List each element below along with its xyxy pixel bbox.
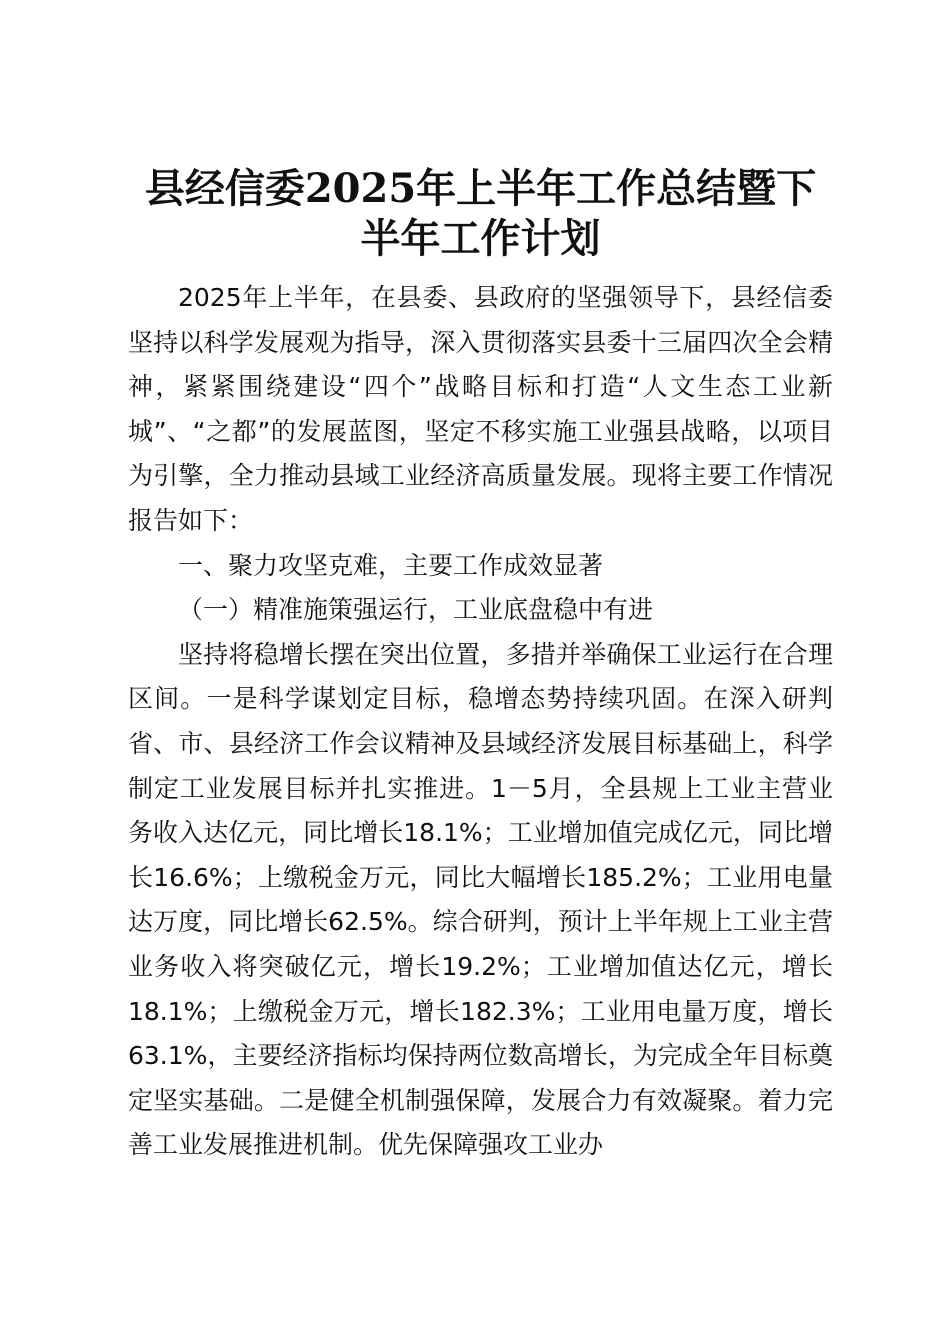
- document-body: [128, 276, 833, 1168]
- document-title: [128, 164, 833, 264]
- subsection-heading-1: （一）精准施策强运行，工业底盘稳中有进: [178, 595, 654, 625]
- body-paragraph-1: 坚持将稳增长摆在突出位置，多措并举确保工业运行在合理区间。一是科学谋划定目标，稳增态势持续巩固。在深入研判省、市、县经济工作会议精神及县域经济发展目标基础上，科学制定工业发展目标并扎实推进。1－5月，全县规上工业主营业务收入达亿元，同比增长18.1%；工业增加值完成亿元，同比增长16.6%；上缴税金万元，同比大幅增长185.2%；工业用电量达万度，同比增长62.5%。综合研判，预计上半年规上工业主营业务收入将突破亿元，增长19.2%；工业增加值达亿元，增长18.1%；上缴税金万元，增长182.3%；工业用电量万度，增长63.1%，主要经济指标均保持两位数高增长，为完成全年目标奠定坚实基础。二是健全机制强保障，发展合力有效凝聚。着力完善工业发展推进机制。优先保障强攻工业办: [128, 639, 833, 1160]
- document-page: [128, 164, 833, 1168]
- intro-paragraph: 2025年上半年，在县委、县政府的坚强领导下，县经信委坚持以科学发展观为指导，深入贯彻落实县委十三届四次全会精神，紧紧围绕建设“四个”战略目标和打造“人文生态工业新城”、“之都”的发展蓝图，坚定不移实施工业强县战略，以项目为引擎，全力推动县域工业经济高质量发展。现将主要工作情况报告如下：: [128, 283, 833, 535]
- section-heading-1: 一、聚力攻坚克难，主要工作成效显著: [178, 550, 604, 580]
- title-line-2: 半年工作计划: [360, 215, 601, 262]
- title-line-1: 县经信委2025年上半年工作总结暨下: [144, 165, 817, 212]
